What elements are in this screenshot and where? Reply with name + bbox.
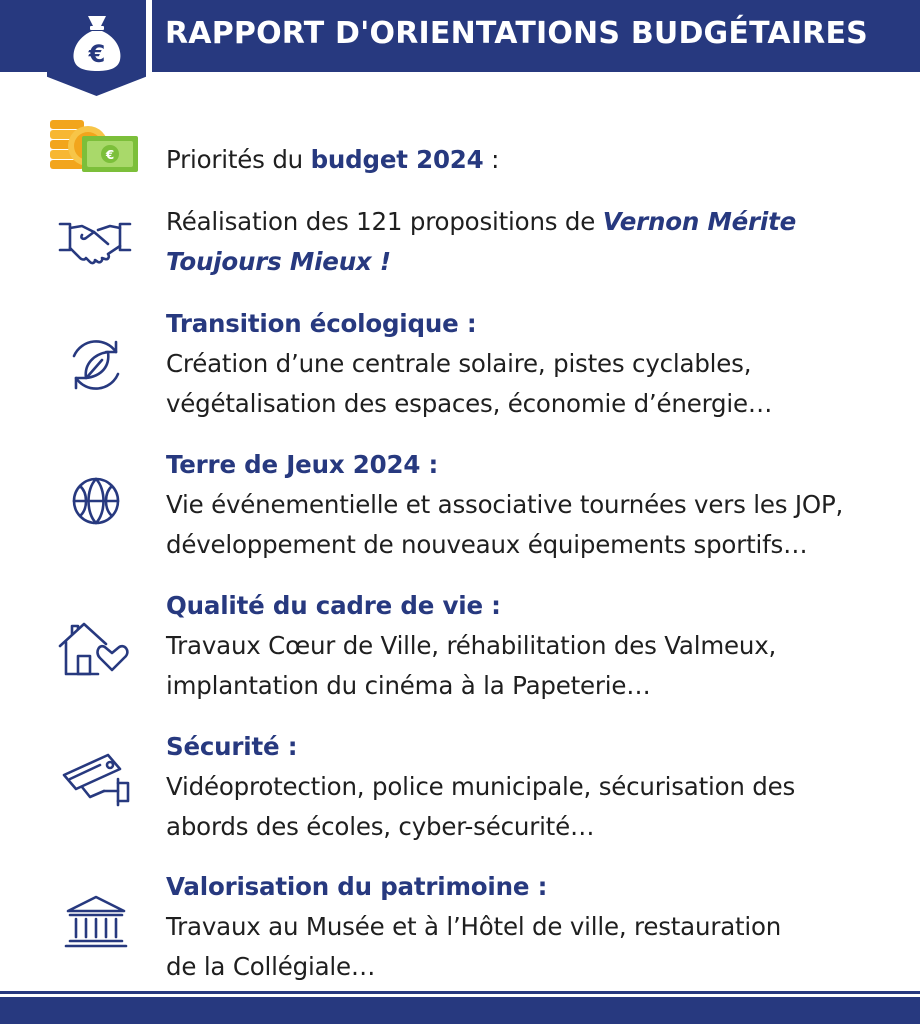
promise-prefix: Réalisation des 121 propositions de xyxy=(166,207,603,236)
priority-heading: Qualité du cadre de vie : xyxy=(166,591,501,620)
house-heart-icon xyxy=(58,620,132,678)
basketball-icon xyxy=(70,475,122,527)
priority-line: Création d’une centrale solaire, pistes cyclables, xyxy=(166,349,752,378)
priority-line: Vie événementielle et associative tournées vers les JOP, xyxy=(166,490,844,519)
priority-security-text xyxy=(166,727,906,847)
priority-sports-text xyxy=(166,445,906,565)
priority-line: de la Collégiale… xyxy=(166,952,376,981)
leaf-recycle-icon xyxy=(60,334,132,396)
handshake-icon xyxy=(58,218,132,266)
priority-line: Vidéoprotection, police municipale, sécurisation des xyxy=(166,772,796,801)
priority-line: Travaux au Musée et à l’Hôtel de ville, restauration xyxy=(166,912,782,941)
priority-line: implantation du cinéma à la Papeterie… xyxy=(166,671,651,700)
intro-prefix: Priorités du xyxy=(166,145,311,174)
priority-line: Travaux Cœur de Ville, réhabilitation des Valmeux, xyxy=(166,631,777,660)
priority-heading: Valorisation du patrimoine : xyxy=(166,872,548,901)
priority-heading: Transition écologique : xyxy=(166,309,477,338)
security-camera-icon xyxy=(60,751,132,811)
priority-line: abords des écoles, cyber-sécurité… xyxy=(166,812,595,841)
euro-money-bag-icon xyxy=(68,12,126,72)
promise-text xyxy=(166,202,906,282)
euro-symbol: € xyxy=(88,40,106,68)
priority-heading: Terre de Jeux 2024 : xyxy=(166,450,439,479)
priority-heading: Sécurité : xyxy=(166,732,298,761)
priority-ecology-text xyxy=(166,304,906,424)
priority-line: végétalisation des espaces, économie d’énergie… xyxy=(166,389,773,418)
intro-highlight: budget 2024 xyxy=(310,145,484,174)
footer-bar xyxy=(0,997,920,1024)
banner-divider xyxy=(146,0,152,72)
header-banner xyxy=(0,0,920,72)
page-title: RAPPORT D'ORIENTATIONS BUDGÉTAIRES xyxy=(165,16,868,51)
coins-and-banknote-icon xyxy=(48,114,140,180)
priority-line: développement de nouveaux équipements sportifs… xyxy=(166,530,808,559)
banknote-currency: € xyxy=(105,148,115,162)
intro-text xyxy=(166,140,906,180)
promise-highlight: Vernon Mérite Toujours Mieux ! xyxy=(166,207,797,276)
footer-line xyxy=(0,991,920,994)
priority-heritage-text xyxy=(166,867,906,987)
monument-icon xyxy=(64,895,128,949)
priority-living-text xyxy=(166,586,906,706)
intro-suffix: : xyxy=(483,145,500,174)
